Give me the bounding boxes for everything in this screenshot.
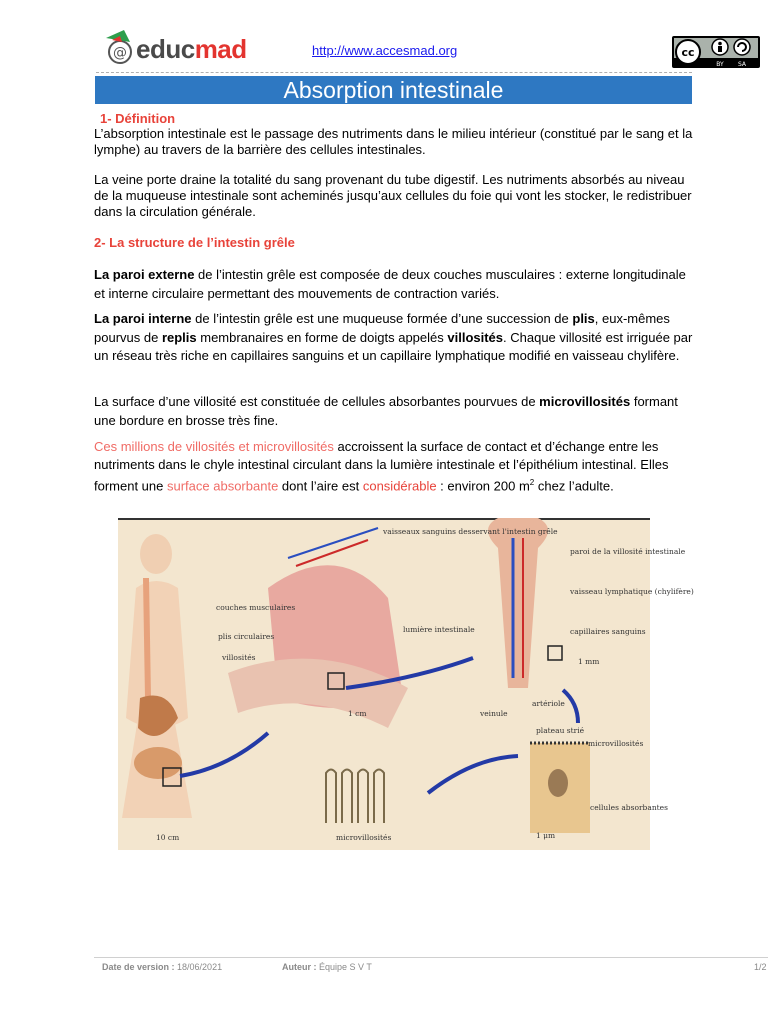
intestine-diagram (118, 518, 694, 850)
footer-version: Date de version : 18/06/2021 (102, 962, 223, 972)
label-microvillosites-bottom: microvillosités (336, 833, 392, 842)
label-lumiere: lumière intestinale (403, 625, 475, 634)
label-veinule: veinule (480, 709, 508, 718)
label-villosites: villosités (222, 653, 256, 662)
label-couches: couches musculaires (216, 603, 296, 612)
microvillosites-paragraph: La surface d’une villosité est constituée de cellules absorbantes pourvues de microvillosités formant une bordure en brosse très fine. (94, 394, 678, 428)
label-scale-1cm: 1 cm (348, 709, 367, 718)
svg-text:BY: BY (716, 61, 724, 68)
label-vaisseaux: vaisseaux sanguins desservant l'intestin grêle (383, 527, 558, 536)
absorbent-cells-illustration (530, 743, 590, 833)
logo-wordmark: educmad (136, 34, 247, 64)
sa-icon (734, 39, 750, 55)
label-microvillosites: microvillosités (588, 739, 644, 748)
footer-author: Auteur : Équipe S V T (282, 962, 372, 972)
label-cellules: cellules absorbantes (590, 803, 668, 812)
site-link[interactable]: http://www.accesmad.org (312, 43, 458, 58)
label-capillaires: capillaires sanguins (570, 627, 646, 636)
paroi-externe-paragraph: La paroi externe de l’intestin grêle est composée de deux couches musculaires : externe longitudinale et interne circulaire permettant des mouvements de contraction variés. (94, 267, 686, 301)
header-divider (96, 72, 692, 73)
surface-paragraph: Ces millions de villosités et microvillosités accroissent la surface de contact et d’échange entre les nutriments dans le chyle intestinal circulant dans la lumière intestinale et l’épithélium intestinal. Elles forment une surface absorbante dont l’aire est considérable : environ 200 $m^2$ chez l’adulte. (94, 439, 669, 494)
svg-text:SA: SA (737, 61, 747, 68)
cc-by-sa-badge (672, 36, 760, 68)
section-1-heading: 1- Définition (100, 111, 176, 126)
svg-text:cc: cc (681, 46, 695, 59)
footer-divider (94, 957, 768, 958)
label-scale-1um: 1 μm (536, 831, 556, 840)
label-plateau: plateau strié (536, 726, 585, 735)
veine-porte-paragraph: La veine porte draine la totalité du sang provenant du tube digestif. Les nutriments absorbés au niveau de la muqueuse intestinale sont acheminés jusqu’aux cellules du foie qui vont les stocker, le redistribuer dans la circulation générale. (94, 172, 692, 219)
page-title: Absorption intestinale (283, 77, 504, 103)
label-lymph: vaisseau lymphatique (chylifère) (570, 587, 694, 596)
label-paroi: paroi de la villosité intestinale (570, 547, 686, 556)
label-arteriole: artériole (532, 699, 565, 708)
definition-paragraph: L’absorption intestinale est le passage des nutriments dans le milieu intérieur (constitué par le sang et la lymphe) au travers de la barrière des cellules intestinales. (94, 126, 693, 157)
label-scale-10cm: 10 cm (156, 833, 180, 842)
section-2-heading: 2- La structure de l’intestin grêle (94, 235, 295, 250)
footer-page-number: 1/2 (754, 962, 767, 972)
label-scale-1mm: 1 mm (578, 657, 600, 666)
svg-text:@: @ (113, 45, 127, 61)
label-plis: plis circulaires (218, 632, 275, 641)
paroi-interne-paragraph: La paroi interne de l’intestin grêle est une muqueuse formée d’une succession de plis, eux-mêmes pourvus de replis membranaires en forme de doigts appelés villosités. Chaque villosité est irriguée par un réseau très riche en capillaires sanguins et un capillaire lymphatique modifié en vaisseau chylifère. (94, 311, 693, 363)
